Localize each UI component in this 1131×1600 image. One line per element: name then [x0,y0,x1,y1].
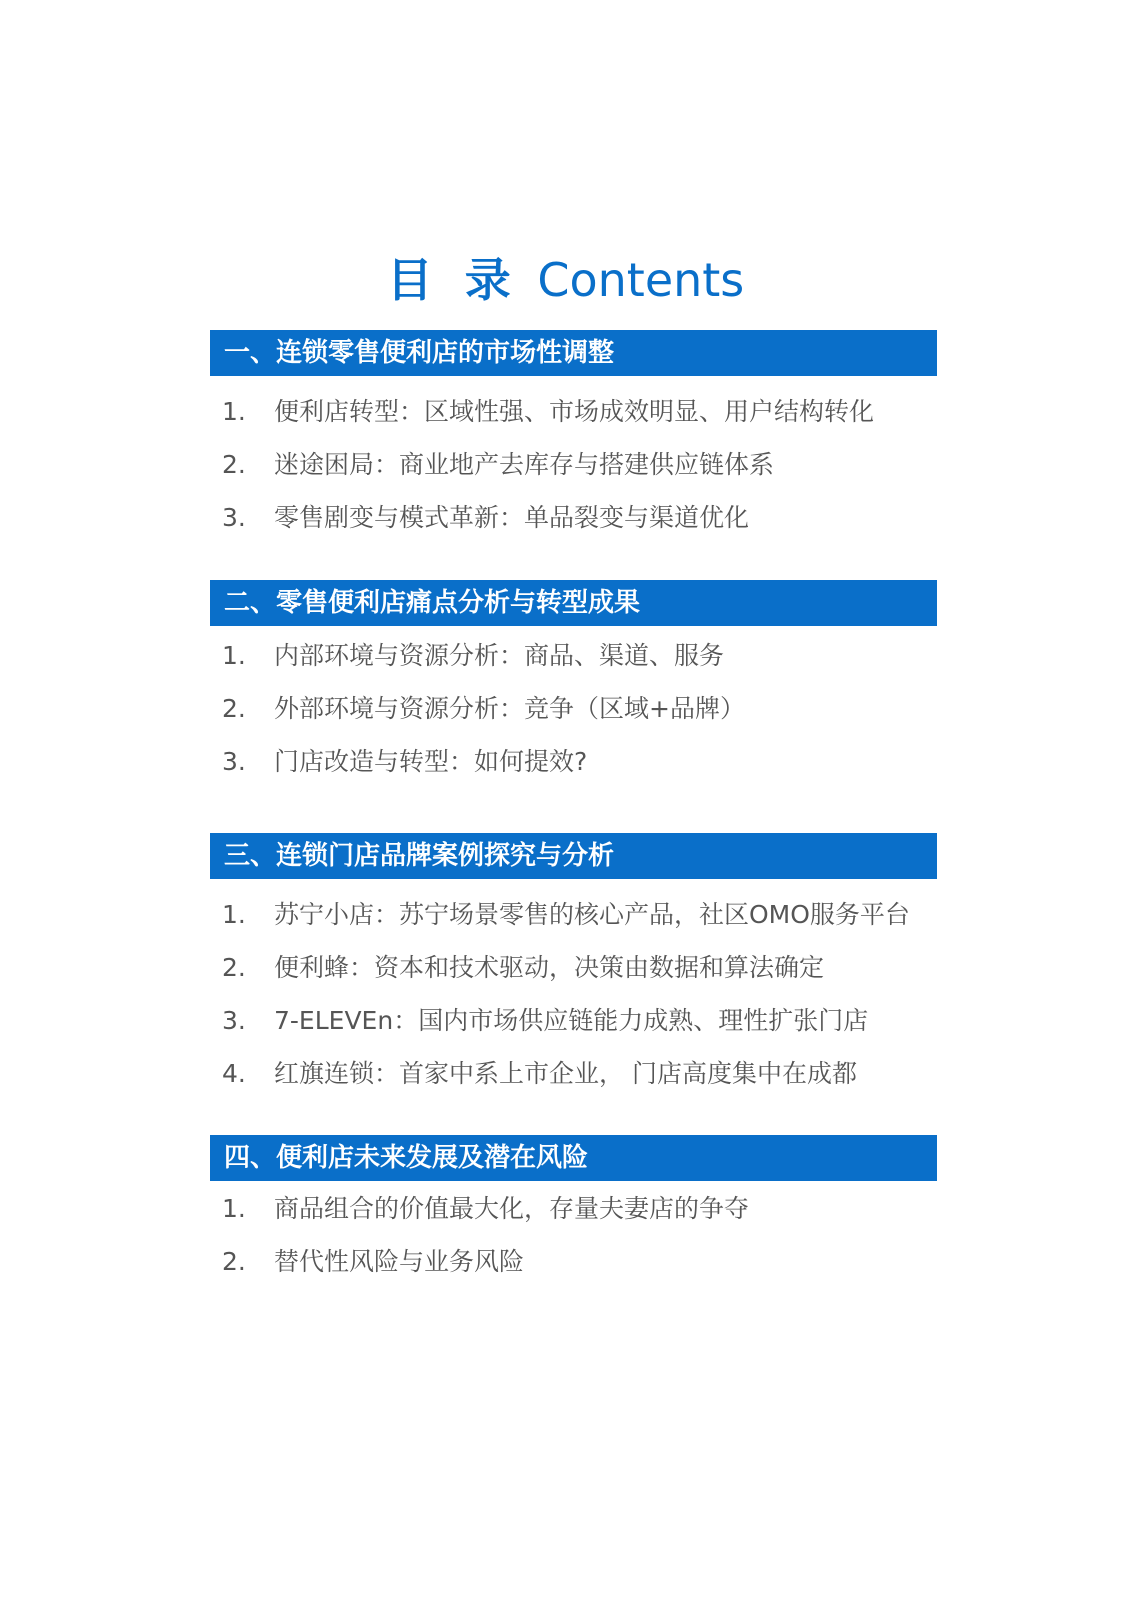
toc-item-text: 苏宁小店：苏宁场景零售的核心产品，社区OMO服务平台 [274,900,910,929]
toc-item-text: 便利蜂：资本和技术驱动，决策由数据和算法确定 [274,953,825,982]
section-heading-3: 三、连锁门店品牌案例探究与分析 [210,833,937,879]
toc-item [222,636,724,676]
toc-item-number: 3. [222,747,246,776]
toc-item-number: 2. [222,953,246,982]
toc-item-text: 零售剧变与模式革新：单品裂变与渠道优化 [274,503,750,532]
toc-item-number: 1. [222,397,246,426]
toc-item-number: 3. [222,1006,246,1035]
page-title [0,250,1131,310]
toc-item [222,392,874,432]
section-heading-1: 一、连锁零售便利店的市场性调整 [210,330,937,376]
toc-item [222,1242,524,1282]
toc-item-text: 替代性风险与业务风险 [274,1247,525,1276]
section-heading-2: 二、零售便利店痛点分析与转型成果 [210,580,937,626]
toc-item-number: 3. [222,503,246,532]
toc-item-number: 1. [222,641,246,670]
toc-item [222,895,910,935]
toc-item-text: 门店改造与转型：如何提效? [274,747,588,776]
toc-item-text: 迷途困局：商业地产去库存与搭建供应链体系 [274,450,775,479]
toc-item [222,498,749,538]
toc-item-number: 2. [222,450,246,479]
title-en: Contents [537,253,745,307]
toc-item [222,742,587,782]
toc-item-number: 4. [222,1059,246,1088]
section-heading-4: 四、便利店未来发展及潜在风险 [210,1135,937,1181]
toc-item-number: 2. [222,1247,246,1276]
toc-item [222,1001,868,1041]
toc-item-text: 7-ELEVEn：国内市场供应链能力成熟、理性扩张门店 [274,1006,869,1035]
toc-item-text: 内部环境与资源分析：商品、渠道、服务 [274,641,725,670]
toc-item [222,445,774,485]
toc-item-text: 外部环境与资源分析：竞争（区域+品牌） [274,694,745,723]
toc-item [222,1054,857,1094]
title-cn: 目 录 [386,253,519,307]
toc-item-text: 便利店转型：区域性强、市场成效明显、用户结构转化 [274,397,875,426]
toc-item-number: 1. [222,1194,246,1223]
toc-item [222,689,745,729]
toc-item [222,948,824,988]
toc-item-number: 2. [222,694,246,723]
toc-item-number: 1. [222,900,246,929]
toc-item-text: 红旗连锁：首家中系上市企业， 门店高度集中在成都 [274,1059,857,1088]
toc-item-text: 商品组合的价值最大化，存量夫妻店的争夺 [274,1194,750,1223]
toc-item [222,1189,749,1229]
